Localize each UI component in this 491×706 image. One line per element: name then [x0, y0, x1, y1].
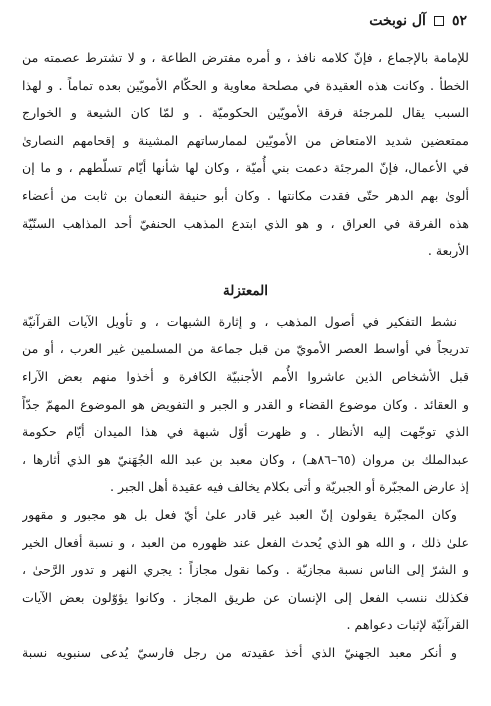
section-heading: المعتزلة [222, 282, 269, 299]
text-line: الأربعة . [427, 243, 469, 259]
text-line: نشط التفكير في أصول المذهب ، و إثارة الشبهات ، و تأويل الآيات القرآنيّة [22, 313, 457, 329]
text-line: في الأعمال، فإنّ المرجئة دعمت بني أُميّة ، وكان لها شأنها أيّام تسلّطهم ، و ما إن [22, 160, 469, 176]
paragraph-mabad [22, 639, 469, 667]
text-line: القرآنيّة لإثبات دعواهم . [346, 617, 469, 633]
text-line: هذه الفرقة في العراق ، و هو الذي ابتدع المذهب الحنفيّ أحد المذاهب السنّيّة [22, 215, 469, 231]
text-line: السبب يقال للمرجئة فرقة الأمويّين الحكوميّة . و لمّا كان الشيعة و الخوارج [22, 105, 469, 121]
text-line: و العقائد . وكان موضوع القضاء و القدر و الجبر و التفويض هو الموضوع المهمّ جدّاً [22, 396, 469, 412]
page-body [22, 44, 469, 666]
page-header [24, 8, 467, 34]
text-line: علىٰ ذلك ، و الله هو الذي يُحدث الفعل عند ظهوره من العبد ، و نسبة أفعال الخير [22, 534, 469, 550]
text-line: وكان المجبّرة يقولون إنّ العبد غير قادر علىٰ أيّ فعل بل هو مجبور و مقهور [22, 506, 457, 522]
text-line: للإمامة بالإجماع ، فإنّ كلامه نافذ ، و أمره مفترض الطاعة ، و لا تشترط عصمته من [22, 50, 469, 65]
text-line: ألوىٰ بهم الدهر حتّى فقدت مكانتها . وكان أبو حنيفة النعمان بن ثابت من أعضاء [22, 187, 469, 203]
text-line: إذ عارض المجبّرة أو الجبريّة و أتى بكلام يخالف فيه عقيدة أهل الجبر . [109, 479, 469, 495]
page-number: ٥٢ [451, 13, 467, 29]
paragraph-murjia [22, 44, 469, 265]
paragraph-mujbira [22, 501, 469, 639]
text-line: تدريجاً في أواسط العصر الأمويّ من قبل جماعة من المسلمين غير العرب ، أو من [22, 341, 469, 357]
text-line: عبدالملك بن مروان (٦٥–٨٦هـ) ، وكان معبد بن عبد الله الجُهَنيّ هو الذي أثارها ، [22, 451, 469, 467]
text-line: ممتعضين شديد الامتعاض من الأمويّين لممارساتهم المشينة و إقحامهم النصارىٰ [22, 132, 469, 148]
text-line: الذي توجّهت إليه الأنظار . و ظهرت أوّل شبهة في هذا الميدان أيّام حكومة [22, 424, 469, 440]
text-line: الخطأ . وكانت هذه العقيدة في مصلحة معاوية و الحكّام الأمويّين بعده تماماً . و لهذا [22, 77, 469, 93]
text-line: قبل الأشخاص الذين عاشروا الأُمم الأجنبيّة الكافرة و أخذوا منهم بعض الآراء [22, 368, 469, 384]
text-line: و أنكر معبد الجهنيّ الذي أخذ عقيدته من رجل فارسيّ يُدعى سنبويه نسبة [22, 644, 457, 660]
square-bullet-icon [434, 16, 444, 26]
text-line: فكذلك ننسب الفعل إلى الإنسان عن طريق المجاز . وكانوا يؤوّلون بعض الآيات [22, 589, 469, 605]
paragraph-mutazila-origins [22, 308, 469, 501]
text-line: و الشرّ إلى الناس نسبة مجازيّة . وكما نقول مجازاً : يجري النهر و تدور الرَّحىٰ ، [22, 562, 469, 578]
running-title: آل نوبخت [369, 13, 426, 29]
